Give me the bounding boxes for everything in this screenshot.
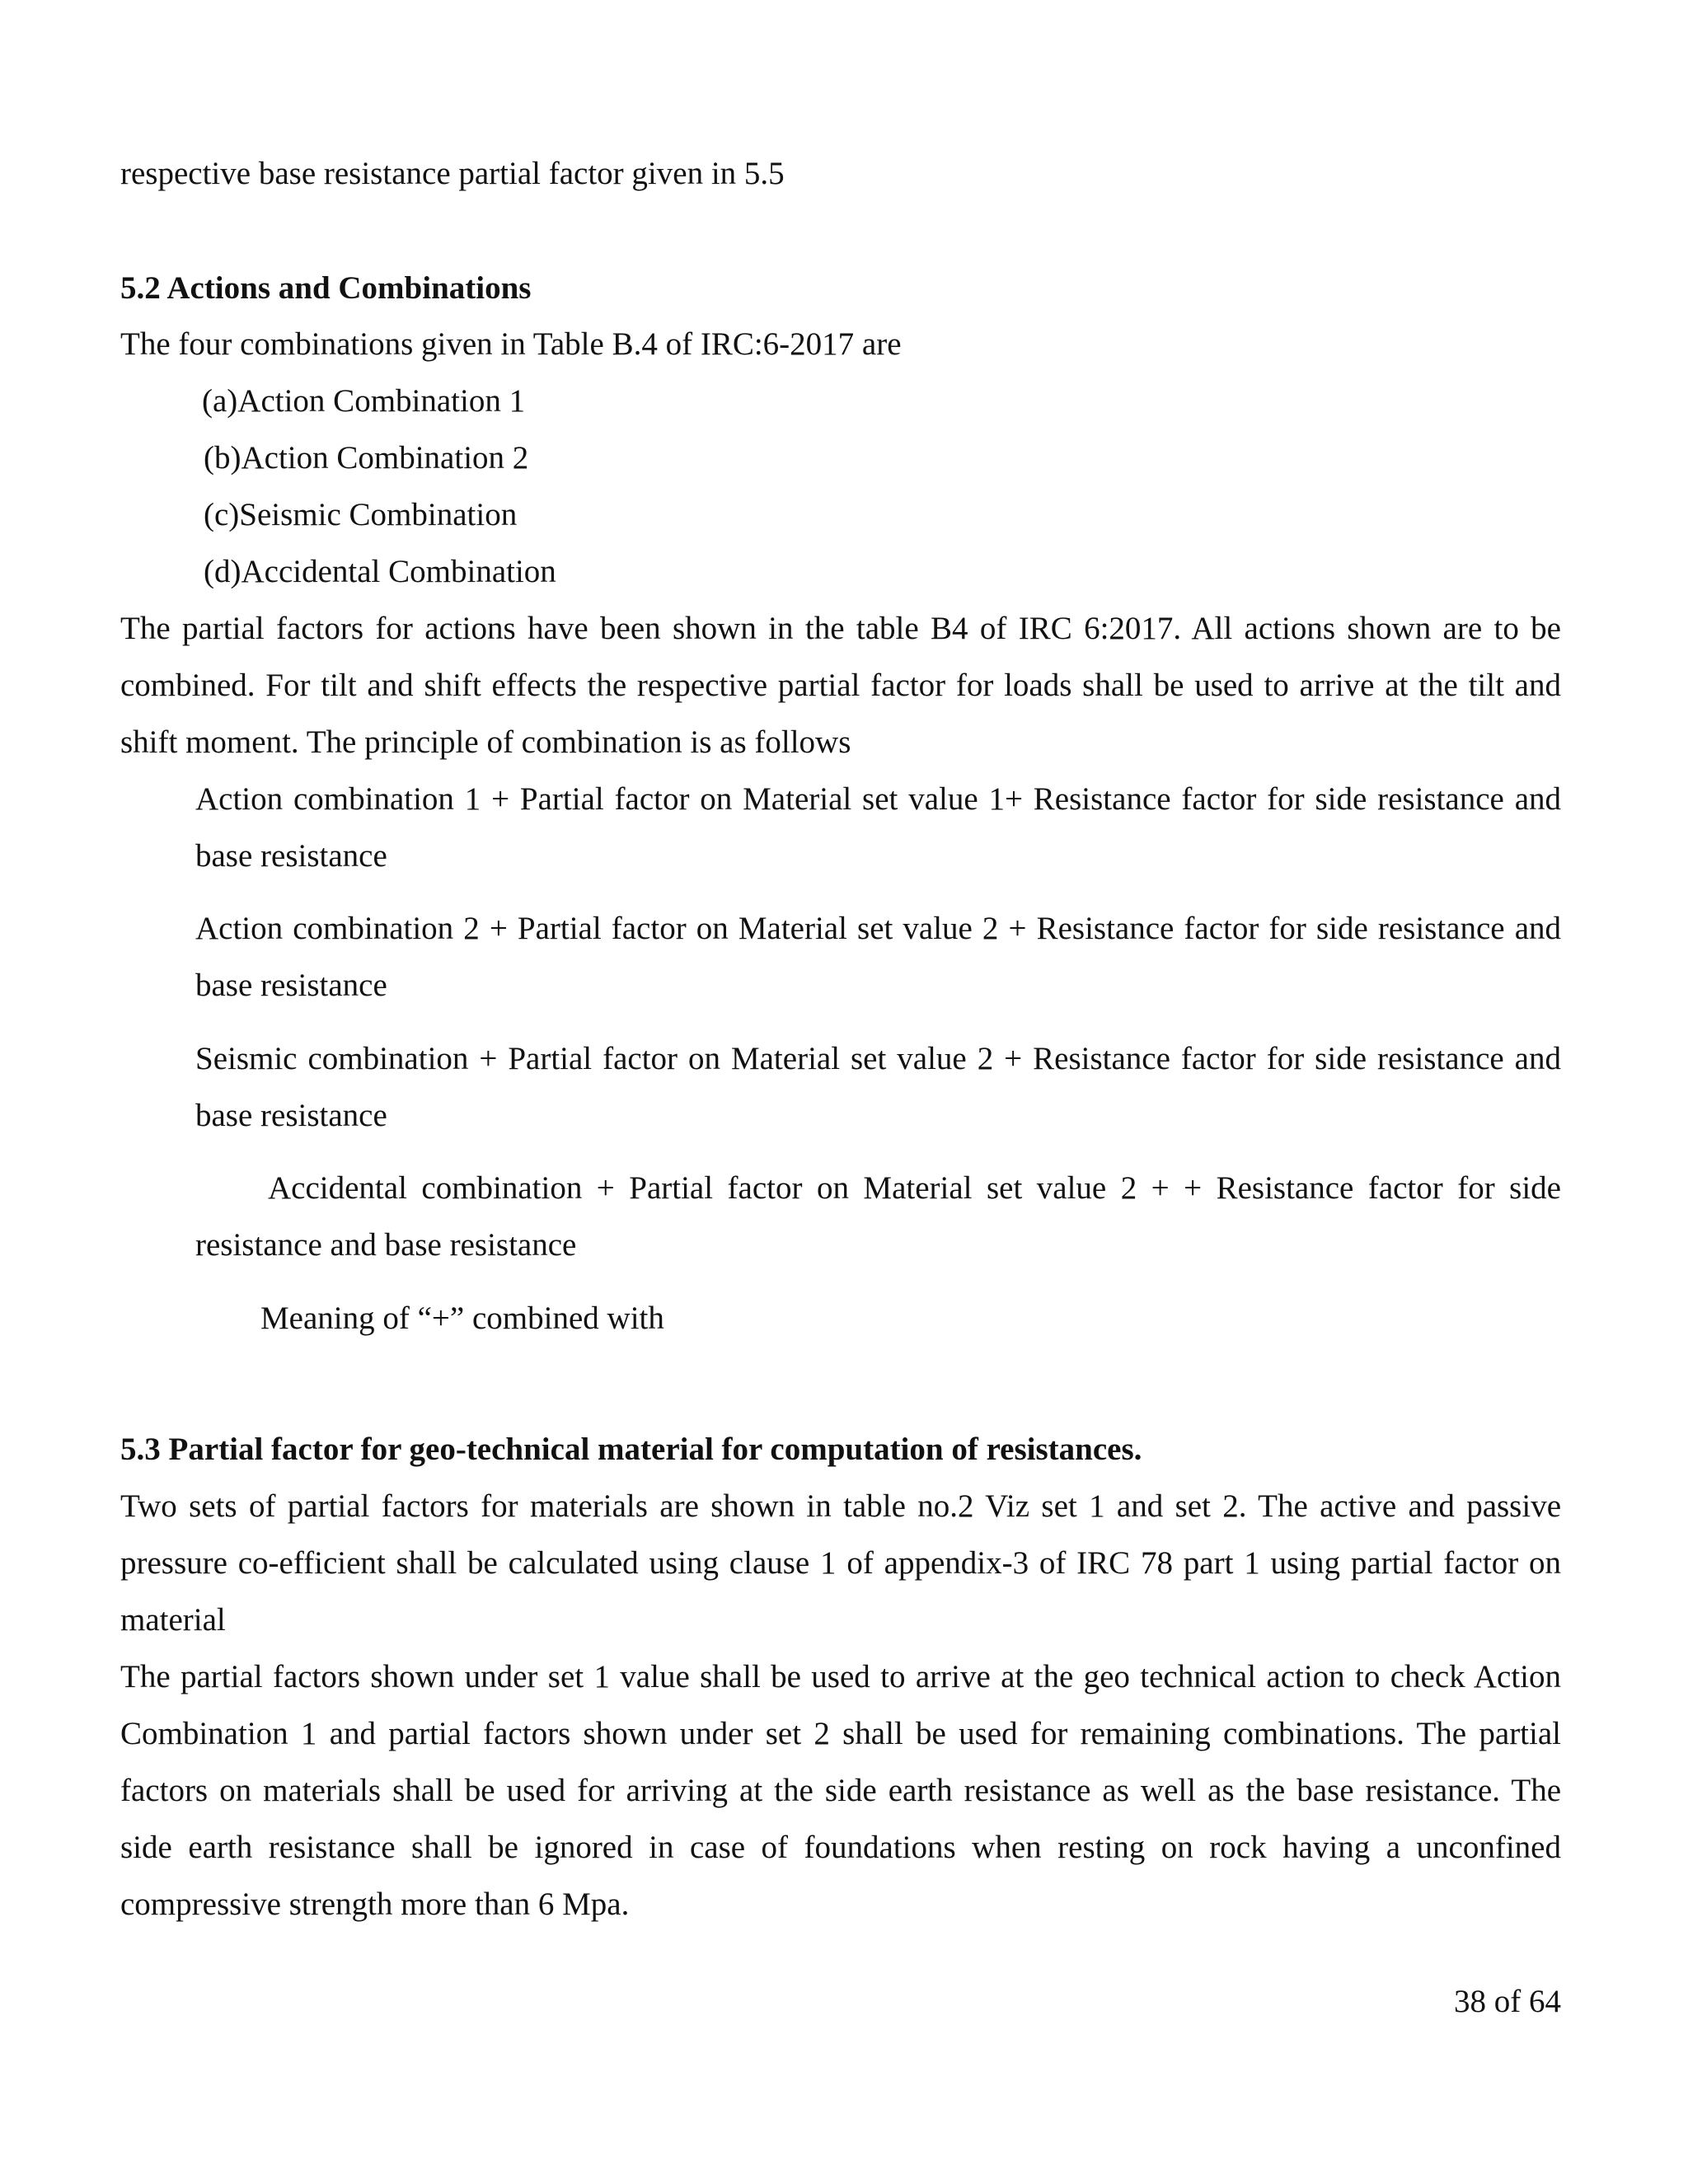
paragraph-line: Combination 1 and partial factors shown under set 2 shall be used for remaining combinations. The partial <box>120 1716 1561 1751</box>
combination-line: base resistance <box>195 838 387 874</box>
paragraph-line: Two sets of partial factors for materials are shown in table no.2 Viz set 1 and set 2. The active and passive <box>120 1488 1561 1524</box>
combination-line: resistance and base resistance <box>195 1227 577 1263</box>
paragraph-line: combined. For tilt and shift effects the respective partial factor for loads shall be used to arrive at the tilt and <box>120 668 1561 703</box>
paragraph-line: The partial factors for actions have been shown in the table B4 of IRC 6:2017. All actions shown are to be <box>120 611 1561 646</box>
page-number: 38 of 64 <box>1454 1984 1561 2019</box>
list-item: (d)Accidental Combination <box>204 554 556 589</box>
list-item: (b)Action Combination 2 <box>204 440 529 476</box>
paragraph-line: The partial factors shown under set 1 value shall be used to arrive at the geo technical action to check Action <box>120 1659 1561 1694</box>
section-5-2-intro: The four combinations given in Table B.4 of IRC:6-2017 are <box>120 326 902 362</box>
section-5-3-heading: 5.3 Partial factor for geo-technical material for computation of resistances. <box>120 1432 1142 1467</box>
combination-line: Action combination 2 + Partial factor on Material set value 2 + Resistance factor for side resistance and <box>195 911 1561 946</box>
paragraph-line: material <box>120 1602 226 1638</box>
paragraph-line: side earth resistance shall be ignored in case of foundations when resting on rock having a unconfined <box>120 1830 1561 1865</box>
paragraph-line: shift moment. The principle of combination is as follows <box>120 724 851 760</box>
combination-line: base resistance <box>195 968 387 1003</box>
meaning-note: Meaning of “+” combined with <box>260 1301 664 1336</box>
paragraph-line: pressure co-efficient shall be calculated using clause 1 of appendix-3 of IRC 78 part 1 using partial factor on <box>120 1545 1561 1581</box>
intro-line: respective base resistance partial factor given in 5.5 <box>120 156 785 191</box>
section-5-2-heading: 5.2 Actions and Combinations <box>120 270 532 306</box>
list-item: (c)Seismic Combination <box>204 497 518 532</box>
combination-line: Seismic combination + Partial factor on Material set value 2 + Resistance factor for side resistance and <box>195 1041 1561 1076</box>
paragraph-line: factors on materials shall be used for arriving at the side earth resistance as well as the base resistance. The <box>120 1773 1561 1808</box>
paragraph-line: compressive strength more than 6 Mpa. <box>120 1886 630 1922</box>
combination-line: base resistance <box>195 1098 387 1133</box>
combination-line: Accidental combination + Partial factor on Material set value 2 + + Resistance factor for side <box>268 1170 1561 1206</box>
list-item: (a)Action Combination 1 <box>202 383 526 419</box>
combination-line: Action combination 1 + Partial factor on Material set value 1+ Resistance factor for side resistance and <box>195 781 1561 817</box>
